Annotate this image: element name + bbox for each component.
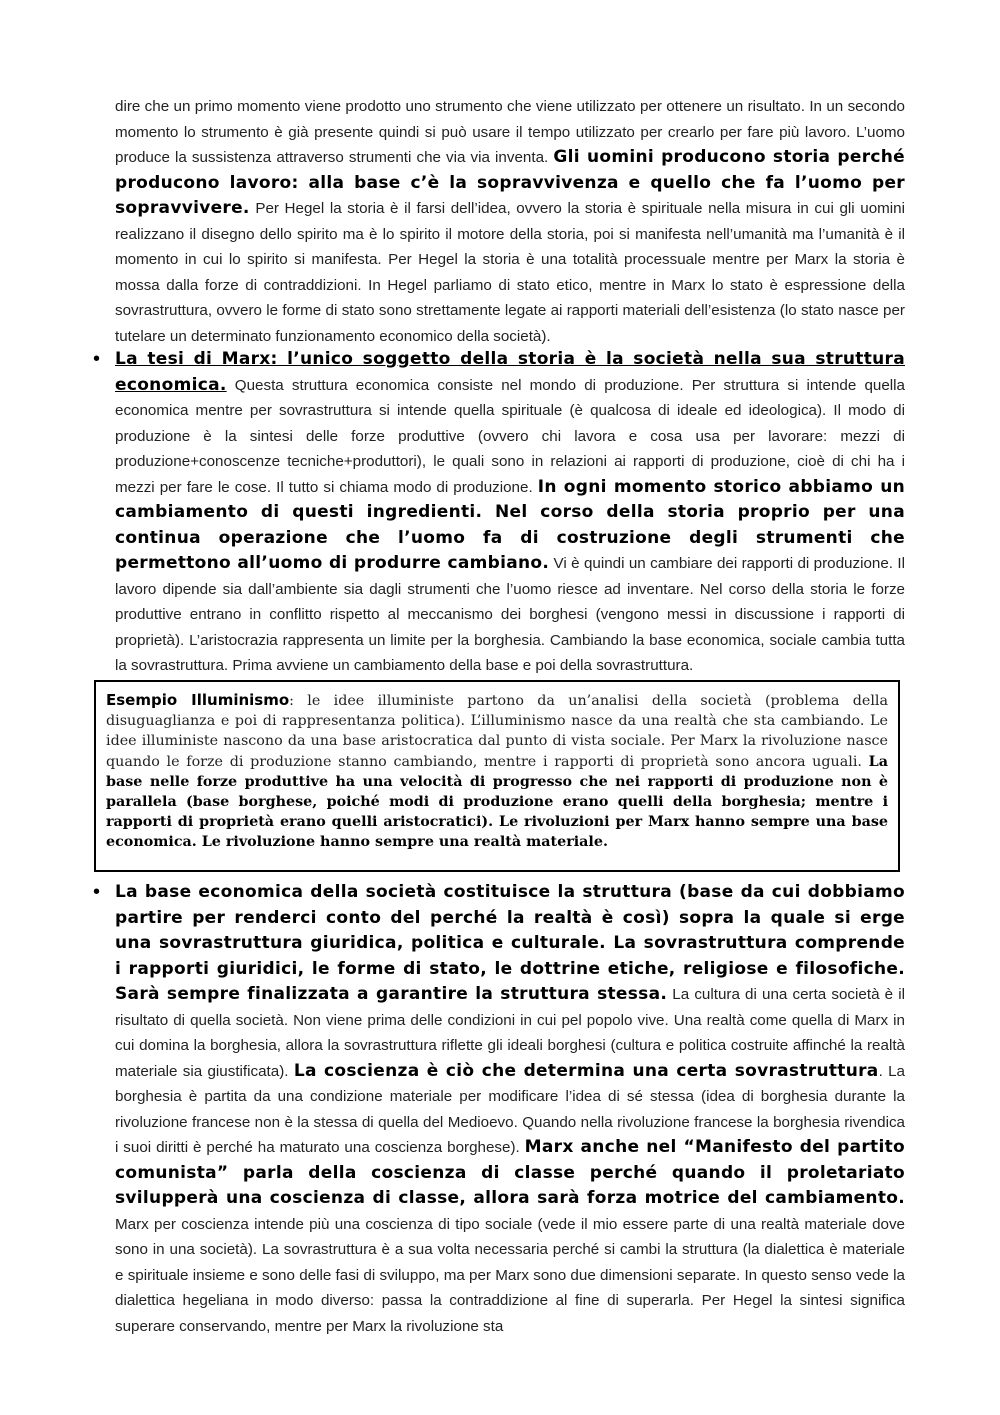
- text: Marx per coscienza intende più una coscienza di tipo sociale (vede il mio essere parte di una realtà materiale dove sono in una società). La sovrastruttura è a sua volta necessaria perché si cambi la struttura (la dialettica è materiale e spirituale insieme e sono delle fasi di sviluppo, ma per Marx sono due dimensioni separate. In questo senso vede la dialettica hegeliana in modo diverso: passa la contraddizione al fine di superarla. Per Hegel la sintesi significa superare conservando, mentre per Marx la rivoluzione sta: [115, 1215, 905, 1335]
- text: Per Hegel la storia è il farsi dell’idea, ovvero la storia è spirituale nella misura in cui gli uomini realizzano il disegno dello spirito ma è lo spirito il motore della storia, poi si manifesta nell’umanità ma l’umanità è il momento in cui lo spirito si manifesta. Per Hegel la storia è una totalità processuale mentre per Marx la storia è mossa dalla forze di contraddizioni. In Hegel parliamo di stato etico, mentre in Marx lo stato è espressione della sovrastruttura, ovvero le forme di stato sono strettamente legate ai rapporti materiali dell’esistenza (lo stato nasce per tutelare un determinato funzionamento economico della società).: [115, 200, 905, 345]
- text: Vi è quindi un cambiare dei rapporti di produzione. Il lavoro dipende sia dall’ambiente sia dagli strumenti che l’uomo riesce ad inventare. Nel corso della storia le forze produttive entrano in conflitto rispetto al meccanismo dei borghesi (vengono messi in discussione i rapporti di proprietà). L’aristocrazia rappresenta un limite per la borghesia. Cambiando la base economica, sociale cambia tutta la sovrastruttura. Prima avviene un cambiamento della base e poi della sovrastruttura.: [115, 555, 905, 674]
- text: Questa struttura economica consiste nel mondo di produzione. Per struttura si intende quella economica mentre per sovrastruttura si intende quella spirituale (è qualcosa di ideale ed ideologica). Il modo di produzione è la sintesi delle forze produttive (ovvero chi lavora e cosa usa per lavorare: mezzi di produzione+conoscenze tecniche+produttori), le quali sono in relazioni ai rapporti di produzione, cioè di chi ha i mezzi per fare le cose. Il tutto si chiama modo di produzione.: [115, 376, 905, 496]
- bold-text: La base nelle forze produttive ha una velocità di progresso che nei rapporti di produzione non è parallela (base borghese, poiché modi di produzione erano quelli della borghesia; mentre i rapporti di proprietà erano quelli aristocratici). Le rivoluzioni per Marx hanno sempre una base economica. Le rivoluzione hanno sempre una realtà materiale.: [106, 753, 888, 851]
- highlighted-text: In ogni momento storico abbiamo un cambiamento di questi ingredienti. Nel corso della storia proprio per una continua operazione che l’uomo fa di costruzione degli strumenti che permettono all’uomo di produrre cambiano.: [115, 476, 905, 573]
- text: : le idee illuministe partono da un’analisi della società (problema della disuguaglianza e poi di rappresentanza politica). L’illuminismo nasce da una realtà che sta cambiando. Le idee illuministe nascono da una base aristocratica dal punto di vista sociale. Per Marx la rivoluzione nasce quando le forze di produzione stanno cambiando, mentre i rapporti di proprietà sono ancora uguali.: [106, 693, 888, 770]
- bullet-icon: •: [93, 881, 101, 903]
- highlighted-text: Gli uomini producono storia perché producono lavoro: alla base c’è la sopravvivenza e quello che fa l’uomo per sopravvivere.: [115, 147, 905, 218]
- bullet-item-marx-thesis: [93, 347, 905, 679]
- paragraph-intro: [115, 94, 905, 349]
- text: . La borghesia è partita da una condizione materiale per modificare l’idea di sé stessa (idea di borghesia durante la rivoluzione francese non è la stessa di quella del Medioevo. Quando nella rivoluzione francese la borghesia rivendica i suoi diritti è perché ha maturato una coscienza borghese).: [115, 1062, 905, 1156]
- box-heading: Esempio Illuminismo: [106, 691, 290, 709]
- bullet-icon: •: [93, 348, 101, 370]
- bullet-item-structure: [93, 880, 905, 1339]
- highlighted-text: Marx anche nel “Manifesto del partito comunista” parla della coscienza di classe perché quando il proletariato svilupperà una coscienza di classe, allora sarà forza motrice del cambiamento.: [115, 1137, 905, 1208]
- highlighted-text: La coscienza è ciò che determina una certa sovrastruttura: [293, 1060, 879, 1081]
- text: La cultura di una certa società è il risultato di quella società. Non viene prima delle condizioni in cui pel popolo vive. Una realtà come quella di Marx in cui domina la borghesia, allora la sovrastruttura riflette gli ideali borghesi (cultura e politica costruite affinché la realtà materiale sia giustificata).: [115, 986, 905, 1080]
- example-box-illuminismo: [94, 680, 900, 872]
- highlighted-text: La base economica della società costituisce la struttura (base da cui dobbiamo partire per renderci conto del perché la realtà è così) sopra la quale si erge una sovrastruttura giuridica, politica e culturale. La sovrastruttura comprende i rapporti giuridici, le forme di stato, le dottrine etiche, religiose e filosofiche. Sarà sempre finalizzata a garantire la struttura stessa.: [115, 882, 905, 1004]
- text: dire che un primo momento viene prodotto uno strumento che viene utilizzato per ottenere un risultato. In un secondo momento lo strumento è già presente quindi si può usare il tempo utilizzato per crearlo per fare più lavoro. L’uomo produce la sussistenza attraverso strumenti che via via inventa.: [115, 98, 905, 166]
- highlighted-text: La tesi di Marx: l’unico soggetto della storia è la società nella sua struttura economica.: [115, 349, 905, 395]
